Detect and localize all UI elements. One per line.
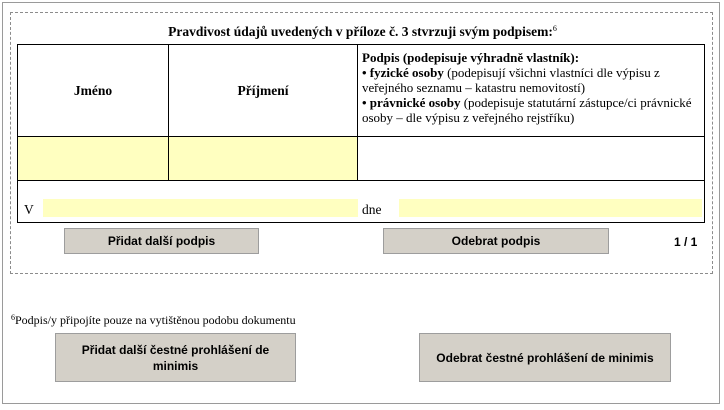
place-label: V bbox=[24, 202, 34, 217]
podpis-item-fyzicke-label: • fyzické osoby bbox=[362, 65, 444, 80]
podpis-cell bbox=[358, 137, 704, 181]
signature-table bbox=[17, 44, 705, 223]
signature-pager: 1 / 1 bbox=[674, 235, 698, 249]
section-heading bbox=[11, 24, 714, 40]
podpis-item-fyzicke bbox=[362, 65, 700, 95]
podpis-item-pravnicke bbox=[362, 95, 700, 125]
remove-signature-button[interactable]: Odebrat podpis bbox=[383, 228, 609, 254]
footnote-mark: 6 bbox=[11, 313, 15, 322]
column-header-jmeno: Jméno bbox=[18, 45, 169, 137]
jmeno-input[interactable] bbox=[18, 137, 169, 181]
heading-footnote-mark: 6 bbox=[552, 24, 557, 33]
column-header-prijmeni: Příjmení bbox=[169, 45, 358, 137]
add-declaration-button[interactable]: Přidat další čestné prohlášení de minimis bbox=[55, 333, 296, 382]
date-label: dne bbox=[362, 202, 382, 217]
podpis-title: Podpis (podepisuje výhradně vlastník): bbox=[362, 50, 580, 65]
footnote-text: Podpis/y připojíte pouze na vytištěnou podobu dokumentu bbox=[15, 313, 296, 327]
podpis-item-fyzicke-text: (podepisují všichni vlastníci dle výpisu z veřejného seznamu – katastru nemovitostí) bbox=[362, 65, 660, 95]
remove-declaration-button[interactable]: Odebrat čestné prohlášení de minimis bbox=[419, 333, 671, 382]
podpis-item-pravnicke-label: • právnické osoby bbox=[362, 95, 461, 110]
podpis-item-pravnicke-text: (podepisuje statutární zástupce/ci právnické osoby – dle výpisu z veřejného rejstříku) bbox=[362, 95, 692, 125]
place-input[interactable] bbox=[43, 199, 358, 217]
add-signature-button[interactable]: Přidat další podpis bbox=[64, 228, 259, 254]
column-header-podpis bbox=[358, 45, 704, 137]
section-heading-text: Pravdivost údajů uvedených v příloze č. 3 stvrzuji svým podpisem: bbox=[168, 24, 553, 39]
footnote bbox=[11, 313, 296, 328]
prijmeni-input[interactable] bbox=[169, 137, 358, 181]
date-input[interactable] bbox=[399, 199, 702, 217]
